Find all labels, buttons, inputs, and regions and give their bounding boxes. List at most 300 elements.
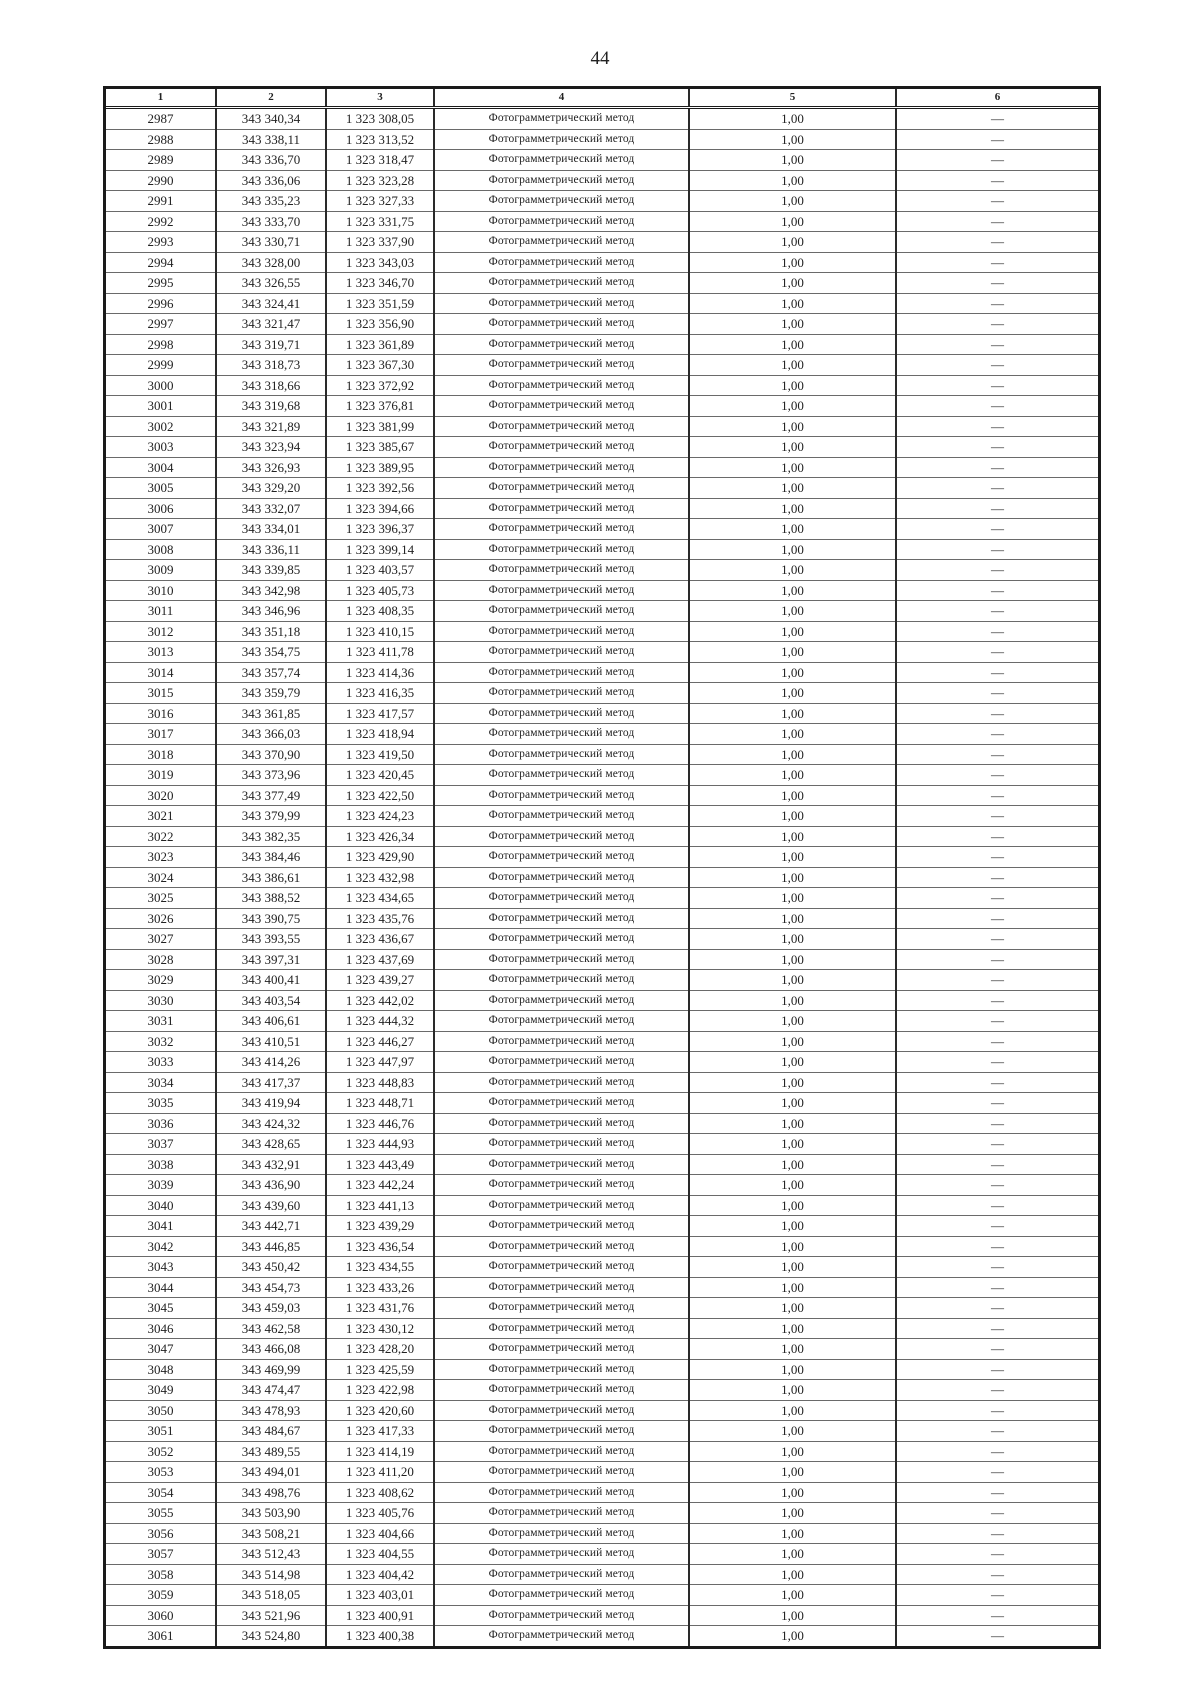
table-row bbox=[106, 1175, 1098, 1196]
method-cell: Фотограмметрический метод bbox=[434, 1359, 689, 1380]
method-cell: Фотограмметрический метод bbox=[434, 416, 689, 437]
y-coordinate-cell: 1 323 405,73 bbox=[326, 580, 434, 601]
point-number-cell: 3022 bbox=[106, 826, 216, 847]
x-coordinate-cell: 343 386,61 bbox=[216, 867, 326, 888]
x-coordinate-cell: 343 379,99 bbox=[216, 806, 326, 827]
table-row bbox=[106, 806, 1098, 827]
method-cell: Фотограмметрический метод bbox=[434, 601, 689, 622]
y-coordinate-cell: 1 323 351,59 bbox=[326, 293, 434, 314]
note-cell: — bbox=[896, 1626, 1098, 1646]
method-cell: Фотограмметрический метод bbox=[434, 334, 689, 355]
y-coordinate-cell: 1 323 313,52 bbox=[326, 129, 434, 150]
x-coordinate-cell: 343 340,34 bbox=[216, 108, 326, 130]
accuracy-cell: 1,00 bbox=[689, 806, 896, 827]
y-coordinate-cell: 1 323 422,50 bbox=[326, 785, 434, 806]
table-row bbox=[106, 1154, 1098, 1175]
point-number-cell: 3039 bbox=[106, 1175, 216, 1196]
method-cell: Фотограмметрический метод bbox=[434, 806, 689, 827]
x-coordinate-cell: 343 321,89 bbox=[216, 416, 326, 437]
x-coordinate-cell: 343 336,06 bbox=[216, 170, 326, 191]
note-cell: — bbox=[896, 1339, 1098, 1360]
x-coordinate-cell: 343 354,75 bbox=[216, 642, 326, 663]
accuracy-cell: 1,00 bbox=[689, 1380, 896, 1401]
accuracy-cell: 1,00 bbox=[689, 519, 896, 540]
point-number-cell: 3009 bbox=[106, 560, 216, 581]
x-coordinate-cell: 343 370,90 bbox=[216, 744, 326, 765]
y-coordinate-cell: 1 323 404,66 bbox=[326, 1523, 434, 1544]
method-cell: Фотограмметрический метод bbox=[434, 191, 689, 212]
y-coordinate-cell: 1 323 420,60 bbox=[326, 1400, 434, 1421]
accuracy-cell: 1,00 bbox=[689, 1544, 896, 1565]
point-number-cell: 2999 bbox=[106, 355, 216, 376]
point-number-cell: 2998 bbox=[106, 334, 216, 355]
point-number-cell: 3055 bbox=[106, 1503, 216, 1524]
method-cell: Фотограмметрический метод bbox=[434, 683, 689, 704]
method-cell: Фотограмметрический метод bbox=[434, 1052, 689, 1073]
note-cell: — bbox=[896, 1380, 1098, 1401]
table-row bbox=[106, 1257, 1098, 1278]
point-number-cell: 3026 bbox=[106, 908, 216, 929]
note-cell: — bbox=[896, 1585, 1098, 1606]
accuracy-cell: 1,00 bbox=[689, 1339, 896, 1360]
x-coordinate-cell: 343 321,47 bbox=[216, 314, 326, 335]
x-coordinate-cell: 343 442,71 bbox=[216, 1216, 326, 1237]
table-row bbox=[106, 1605, 1098, 1626]
point-number-cell: 3051 bbox=[106, 1421, 216, 1442]
point-number-cell: 3054 bbox=[106, 1482, 216, 1503]
table-row bbox=[106, 1134, 1098, 1155]
point-number-cell: 2995 bbox=[106, 273, 216, 294]
y-coordinate-cell: 1 323 411,78 bbox=[326, 642, 434, 663]
y-coordinate-cell: 1 323 426,34 bbox=[326, 826, 434, 847]
y-coordinate-cell: 1 323 447,97 bbox=[326, 1052, 434, 1073]
method-cell: Фотограмметрический метод bbox=[434, 1175, 689, 1196]
method-cell: Фотограмметрический метод bbox=[434, 539, 689, 560]
y-coordinate-cell: 1 323 446,27 bbox=[326, 1031, 434, 1052]
table-row bbox=[106, 724, 1098, 745]
x-coordinate-cell: 343 318,66 bbox=[216, 375, 326, 396]
y-coordinate-cell: 1 323 399,14 bbox=[326, 539, 434, 560]
table-header bbox=[106, 89, 1098, 108]
method-cell: Фотограмметрический метод bbox=[434, 621, 689, 642]
table-row bbox=[106, 273, 1098, 294]
note-cell: — bbox=[896, 1011, 1098, 1032]
note-cell: — bbox=[896, 560, 1098, 581]
method-cell: Фотограмметрический метод bbox=[434, 642, 689, 663]
x-coordinate-cell: 343 366,03 bbox=[216, 724, 326, 745]
accuracy-cell: 1,00 bbox=[689, 1482, 896, 1503]
table-row bbox=[106, 1380, 1098, 1401]
note-cell: — bbox=[896, 211, 1098, 232]
note-cell: — bbox=[896, 1031, 1098, 1052]
accuracy-cell: 1,00 bbox=[689, 1585, 896, 1606]
accuracy-cell: 1,00 bbox=[689, 908, 896, 929]
y-coordinate-cell: 1 323 428,20 bbox=[326, 1339, 434, 1360]
method-cell: Фотограмметрический метод bbox=[434, 457, 689, 478]
y-coordinate-cell: 1 323 403,57 bbox=[326, 560, 434, 581]
note-cell: — bbox=[896, 108, 1098, 130]
method-cell: Фотограмметрический метод bbox=[434, 1277, 689, 1298]
note-cell: — bbox=[896, 662, 1098, 683]
x-coordinate-cell: 343 503,90 bbox=[216, 1503, 326, 1524]
y-coordinate-cell: 1 323 308,05 bbox=[326, 108, 434, 130]
method-cell: Фотограмметрический метод bbox=[434, 1072, 689, 1093]
y-coordinate-cell: 1 323 331,75 bbox=[326, 211, 434, 232]
note-cell: — bbox=[896, 888, 1098, 909]
table-row bbox=[106, 478, 1098, 499]
point-number-cell: 3024 bbox=[106, 867, 216, 888]
y-coordinate-cell: 1 323 435,76 bbox=[326, 908, 434, 929]
x-coordinate-cell: 343 319,71 bbox=[216, 334, 326, 355]
table-row bbox=[106, 1031, 1098, 1052]
table-row bbox=[106, 129, 1098, 150]
y-coordinate-cell: 1 323 392,56 bbox=[326, 478, 434, 499]
x-coordinate-cell: 343 474,47 bbox=[216, 1380, 326, 1401]
accuracy-cell: 1,00 bbox=[689, 949, 896, 970]
point-number-cell: 2991 bbox=[106, 191, 216, 212]
note-cell: — bbox=[896, 847, 1098, 868]
note-cell: — bbox=[896, 765, 1098, 786]
point-number-cell: 2997 bbox=[106, 314, 216, 335]
y-coordinate-cell: 1 323 441,13 bbox=[326, 1195, 434, 1216]
table-row bbox=[106, 1626, 1098, 1646]
method-cell: Фотограмметрический метод bbox=[434, 273, 689, 294]
accuracy-cell: 1,00 bbox=[689, 355, 896, 376]
x-coordinate-cell: 343 351,18 bbox=[216, 621, 326, 642]
method-cell: Фотограмметрический метод bbox=[434, 1585, 689, 1606]
point-number-cell: 2992 bbox=[106, 211, 216, 232]
table-row bbox=[106, 1421, 1098, 1442]
x-coordinate-cell: 343 512,43 bbox=[216, 1544, 326, 1565]
y-coordinate-cell: 1 323 356,90 bbox=[326, 314, 434, 335]
accuracy-cell: 1,00 bbox=[689, 1503, 896, 1524]
accuracy-cell: 1,00 bbox=[689, 1195, 896, 1216]
note-cell: — bbox=[896, 273, 1098, 294]
method-cell: Фотограмметрический метод bbox=[434, 1031, 689, 1052]
table-row bbox=[106, 1052, 1098, 1073]
x-coordinate-cell: 343 459,03 bbox=[216, 1298, 326, 1319]
table-row bbox=[106, 970, 1098, 991]
method-cell: Фотограмметрический метод bbox=[434, 724, 689, 745]
method-cell: Фотограмметрический метод bbox=[434, 1113, 689, 1134]
point-number-cell: 3027 bbox=[106, 929, 216, 950]
note-cell: — bbox=[896, 1277, 1098, 1298]
note-cell: — bbox=[896, 1216, 1098, 1237]
y-coordinate-cell: 1 323 404,55 bbox=[326, 1544, 434, 1565]
x-coordinate-cell: 343 432,91 bbox=[216, 1154, 326, 1175]
point-number-cell: 3053 bbox=[106, 1462, 216, 1483]
table-row bbox=[106, 601, 1098, 622]
accuracy-cell: 1,00 bbox=[689, 744, 896, 765]
y-coordinate-cell: 1 323 434,55 bbox=[326, 1257, 434, 1278]
table-row bbox=[106, 1318, 1098, 1339]
y-coordinate-cell: 1 323 434,65 bbox=[326, 888, 434, 909]
table-row bbox=[106, 1072, 1098, 1093]
x-coordinate-cell: 343 450,42 bbox=[216, 1257, 326, 1278]
method-cell: Фотограмметрический метод bbox=[434, 662, 689, 683]
y-coordinate-cell: 1 323 404,42 bbox=[326, 1564, 434, 1585]
table-row bbox=[106, 847, 1098, 868]
y-coordinate-cell: 1 323 414,19 bbox=[326, 1441, 434, 1462]
point-number-cell: 3045 bbox=[106, 1298, 216, 1319]
table-row bbox=[106, 621, 1098, 642]
point-number-cell: 3008 bbox=[106, 539, 216, 560]
note-cell: — bbox=[896, 1093, 1098, 1114]
y-coordinate-cell: 1 323 361,89 bbox=[326, 334, 434, 355]
y-coordinate-cell: 1 323 337,90 bbox=[326, 232, 434, 253]
point-number-cell: 3005 bbox=[106, 478, 216, 499]
y-coordinate-cell: 1 323 414,36 bbox=[326, 662, 434, 683]
y-coordinate-cell: 1 323 394,66 bbox=[326, 498, 434, 519]
accuracy-cell: 1,00 bbox=[689, 375, 896, 396]
y-coordinate-cell: 1 323 410,15 bbox=[326, 621, 434, 642]
table-row bbox=[106, 314, 1098, 335]
point-number-cell: 3044 bbox=[106, 1277, 216, 1298]
note-cell: — bbox=[896, 1318, 1098, 1339]
note-cell: — bbox=[896, 929, 1098, 950]
method-cell: Фотограмметрический метод bbox=[434, 1134, 689, 1155]
point-number-cell: 3020 bbox=[106, 785, 216, 806]
table-row bbox=[106, 108, 1098, 130]
note-cell: — bbox=[896, 1544, 1098, 1565]
point-number-cell: 2987 bbox=[106, 108, 216, 130]
y-coordinate-cell: 1 323 389,95 bbox=[326, 457, 434, 478]
accuracy-cell: 1,00 bbox=[689, 1257, 896, 1278]
y-coordinate-cell: 1 323 400,38 bbox=[326, 1626, 434, 1646]
x-coordinate-cell: 343 428,65 bbox=[216, 1134, 326, 1155]
method-cell: Фотограмметрический метод bbox=[434, 396, 689, 417]
x-coordinate-cell: 343 484,67 bbox=[216, 1421, 326, 1442]
point-number-cell: 3049 bbox=[106, 1380, 216, 1401]
method-cell: Фотограмметрический метод bbox=[434, 129, 689, 150]
y-coordinate-cell: 1 323 436,67 bbox=[326, 929, 434, 950]
note-cell: — bbox=[896, 744, 1098, 765]
table-row bbox=[106, 170, 1098, 191]
table-row bbox=[106, 1011, 1098, 1032]
table-row bbox=[106, 703, 1098, 724]
point-number-cell: 3013 bbox=[106, 642, 216, 663]
method-cell: Фотограмметрический метод bbox=[434, 765, 689, 786]
note-cell: — bbox=[896, 498, 1098, 519]
table-row bbox=[106, 560, 1098, 581]
column-header-4: 4 bbox=[434, 89, 689, 108]
x-coordinate-cell: 343 319,68 bbox=[216, 396, 326, 417]
point-number-cell: 3028 bbox=[106, 949, 216, 970]
table-row bbox=[106, 211, 1098, 232]
point-number-cell: 3048 bbox=[106, 1359, 216, 1380]
note-cell: — bbox=[896, 1052, 1098, 1073]
x-coordinate-cell: 343 521,96 bbox=[216, 1605, 326, 1626]
method-cell: Фотограмметрический метод bbox=[434, 744, 689, 765]
y-coordinate-cell: 1 323 424,23 bbox=[326, 806, 434, 827]
note-cell: — bbox=[896, 970, 1098, 991]
y-coordinate-cell: 1 323 417,33 bbox=[326, 1421, 434, 1442]
method-cell: Фотограмметрический метод bbox=[434, 867, 689, 888]
column-header-5: 5 bbox=[689, 89, 896, 108]
note-cell: — bbox=[896, 252, 1098, 273]
point-number-cell: 3017 bbox=[106, 724, 216, 745]
x-coordinate-cell: 343 326,93 bbox=[216, 457, 326, 478]
x-coordinate-cell: 343 336,70 bbox=[216, 150, 326, 171]
note-cell: — bbox=[896, 1523, 1098, 1544]
table-row bbox=[106, 519, 1098, 540]
note-cell: — bbox=[896, 150, 1098, 171]
method-cell: Фотограмметрический метод bbox=[434, 355, 689, 376]
accuracy-cell: 1,00 bbox=[689, 232, 896, 253]
table-row bbox=[106, 826, 1098, 847]
x-coordinate-cell: 343 334,01 bbox=[216, 519, 326, 540]
y-coordinate-cell: 1 323 418,94 bbox=[326, 724, 434, 745]
method-cell: Фотограмметрический метод bbox=[434, 888, 689, 909]
accuracy-cell: 1,00 bbox=[689, 273, 896, 294]
page-number: 44 bbox=[590, 48, 610, 69]
x-coordinate-cell: 343 400,41 bbox=[216, 970, 326, 991]
accuracy-cell: 1,00 bbox=[689, 601, 896, 622]
point-number-cell: 3061 bbox=[106, 1626, 216, 1646]
accuracy-cell: 1,00 bbox=[689, 191, 896, 212]
accuracy-cell: 1,00 bbox=[689, 170, 896, 191]
x-coordinate-cell: 343 359,79 bbox=[216, 683, 326, 704]
method-cell: Фотограмметрический метод bbox=[434, 211, 689, 232]
point-number-cell: 3031 bbox=[106, 1011, 216, 1032]
point-number-cell: 3030 bbox=[106, 990, 216, 1011]
x-coordinate-cell: 343 424,32 bbox=[216, 1113, 326, 1134]
accuracy-cell: 1,00 bbox=[689, 1277, 896, 1298]
x-coordinate-cell: 343 328,00 bbox=[216, 252, 326, 273]
method-cell: Фотограмметрический метод bbox=[434, 970, 689, 991]
note-cell: — bbox=[896, 519, 1098, 540]
accuracy-cell: 1,00 bbox=[689, 560, 896, 581]
point-number-cell: 3015 bbox=[106, 683, 216, 704]
x-coordinate-cell: 343 332,07 bbox=[216, 498, 326, 519]
table-row bbox=[106, 867, 1098, 888]
method-cell: Фотограмметрический метод bbox=[434, 375, 689, 396]
method-cell: Фотограмметрический метод bbox=[434, 1093, 689, 1114]
note-cell: — bbox=[896, 703, 1098, 724]
y-coordinate-cell: 1 323 429,90 bbox=[326, 847, 434, 868]
table-row bbox=[106, 1462, 1098, 1483]
y-coordinate-cell: 1 323 318,47 bbox=[326, 150, 434, 171]
y-coordinate-cell: 1 323 437,69 bbox=[326, 949, 434, 970]
accuracy-cell: 1,00 bbox=[689, 683, 896, 704]
point-number-cell: 3050 bbox=[106, 1400, 216, 1421]
y-coordinate-cell: 1 323 416,35 bbox=[326, 683, 434, 704]
accuracy-cell: 1,00 bbox=[689, 1093, 896, 1114]
y-coordinate-cell: 1 323 411,20 bbox=[326, 1462, 434, 1483]
y-coordinate-cell: 1 323 372,92 bbox=[326, 375, 434, 396]
accuracy-cell: 1,00 bbox=[689, 416, 896, 437]
note-cell: — bbox=[896, 129, 1098, 150]
table-row bbox=[106, 334, 1098, 355]
table-body bbox=[106, 108, 1098, 1646]
method-cell: Фотограмметрический метод bbox=[434, 1318, 689, 1339]
point-number-cell: 3014 bbox=[106, 662, 216, 683]
method-cell: Фотограмметрический метод bbox=[434, 252, 689, 273]
x-coordinate-cell: 343 357,74 bbox=[216, 662, 326, 683]
point-number-cell: 3033 bbox=[106, 1052, 216, 1073]
y-coordinate-cell: 1 323 417,57 bbox=[326, 703, 434, 724]
y-coordinate-cell: 1 323 439,27 bbox=[326, 970, 434, 991]
accuracy-cell: 1,00 bbox=[689, 621, 896, 642]
point-number-cell: 3016 bbox=[106, 703, 216, 724]
point-number-cell: 3019 bbox=[106, 765, 216, 786]
x-coordinate-cell: 343 514,98 bbox=[216, 1564, 326, 1585]
header-row bbox=[106, 89, 1098, 108]
accuracy-cell: 1,00 bbox=[689, 1113, 896, 1134]
x-coordinate-cell: 343 498,76 bbox=[216, 1482, 326, 1503]
accuracy-cell: 1,00 bbox=[689, 662, 896, 683]
note-cell: — bbox=[896, 1236, 1098, 1257]
table-row bbox=[106, 1093, 1098, 1114]
point-number-cell: 3001 bbox=[106, 396, 216, 417]
method-cell: Фотограмметрический метод bbox=[434, 1482, 689, 1503]
point-number-cell: 3047 bbox=[106, 1339, 216, 1360]
x-coordinate-cell: 343 454,73 bbox=[216, 1277, 326, 1298]
table-row bbox=[106, 396, 1098, 417]
table-row bbox=[106, 990, 1098, 1011]
table-row bbox=[106, 949, 1098, 970]
note-cell: — bbox=[896, 1503, 1098, 1524]
x-coordinate-cell: 343 524,80 bbox=[216, 1626, 326, 1646]
note-cell: — bbox=[896, 293, 1098, 314]
accuracy-cell: 1,00 bbox=[689, 1605, 896, 1626]
accuracy-cell: 1,00 bbox=[689, 1031, 896, 1052]
point-number-cell: 2989 bbox=[106, 150, 216, 171]
accuracy-cell: 1,00 bbox=[689, 396, 896, 417]
y-coordinate-cell: 1 323 432,98 bbox=[326, 867, 434, 888]
note-cell: — bbox=[896, 1072, 1098, 1093]
y-coordinate-cell: 1 323 408,62 bbox=[326, 1482, 434, 1503]
table-row bbox=[106, 908, 1098, 929]
method-cell: Фотограмметрический метод bbox=[434, 1298, 689, 1319]
accuracy-cell: 1,00 bbox=[689, 1400, 896, 1421]
point-number-cell: 3021 bbox=[106, 806, 216, 827]
accuracy-cell: 1,00 bbox=[689, 293, 896, 314]
x-coordinate-cell: 343 466,08 bbox=[216, 1339, 326, 1360]
column-header-3: 3 bbox=[326, 89, 434, 108]
accuracy-cell: 1,00 bbox=[689, 108, 896, 130]
table-row bbox=[106, 252, 1098, 273]
y-coordinate-cell: 1 323 442,24 bbox=[326, 1175, 434, 1196]
accuracy-cell: 1,00 bbox=[689, 765, 896, 786]
note-cell: — bbox=[896, 1298, 1098, 1319]
method-cell: Фотограмметрический метод bbox=[434, 1462, 689, 1483]
point-number-cell: 3000 bbox=[106, 375, 216, 396]
note-cell: — bbox=[896, 806, 1098, 827]
method-cell: Фотограмметрический метод bbox=[434, 990, 689, 1011]
note-cell: — bbox=[896, 334, 1098, 355]
accuracy-cell: 1,00 bbox=[689, 1216, 896, 1237]
method-cell: Фотограмметрический метод bbox=[434, 1564, 689, 1585]
method-cell: Фотограмметрический метод bbox=[434, 1421, 689, 1442]
method-cell: Фотограмметрический метод bbox=[434, 478, 689, 499]
table-row bbox=[106, 744, 1098, 765]
y-coordinate-cell: 1 323 376,81 bbox=[326, 396, 434, 417]
method-cell: Фотограмметрический метод bbox=[434, 150, 689, 171]
method-cell: Фотограмметрический метод bbox=[434, 908, 689, 929]
y-coordinate-cell: 1 323 343,03 bbox=[326, 252, 434, 273]
point-number-cell: 3006 bbox=[106, 498, 216, 519]
point-number-cell: 3032 bbox=[106, 1031, 216, 1052]
x-coordinate-cell: 343 329,20 bbox=[216, 478, 326, 499]
note-cell: — bbox=[896, 724, 1098, 745]
point-number-cell: 3007 bbox=[106, 519, 216, 540]
method-cell: Фотограмметрический метод bbox=[434, 580, 689, 601]
method-cell: Фотограмметрический метод bbox=[434, 1523, 689, 1544]
x-coordinate-cell: 343 419,94 bbox=[216, 1093, 326, 1114]
coordinates-table bbox=[103, 86, 1101, 1649]
column-header-2: 2 bbox=[216, 89, 326, 108]
